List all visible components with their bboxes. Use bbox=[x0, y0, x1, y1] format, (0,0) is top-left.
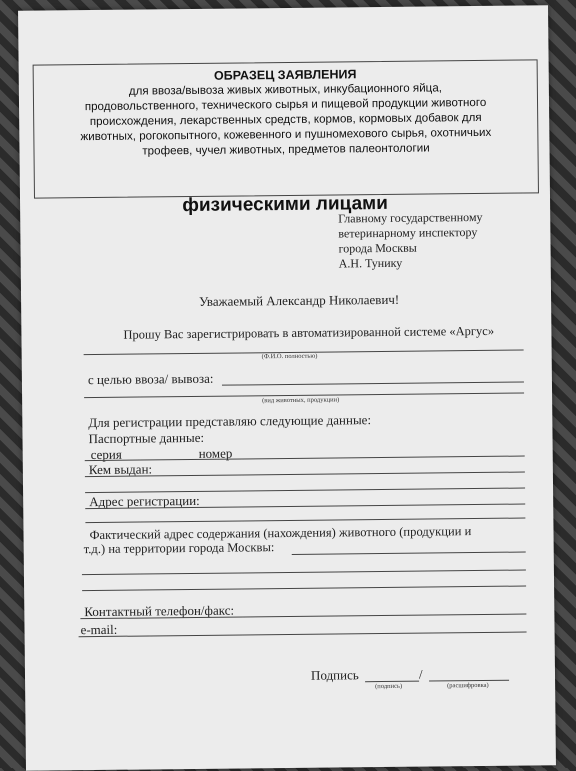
addressee-line-3: города Москвы bbox=[338, 240, 417, 256]
actual-address-line-1: Фактический адрес содержания (нахождения) животного (продукции и bbox=[89, 524, 472, 543]
signature-separator: / bbox=[418, 666, 423, 682]
series-label: серия bbox=[90, 446, 122, 463]
email-label: e-mail: bbox=[80, 621, 118, 638]
reg-address-field-2[interactable] bbox=[85, 518, 525, 524]
purpose-hint: (вид животных, продукции) bbox=[262, 396, 340, 405]
header-line-2: продовольственного, технического сырья и пищевой продукции животного bbox=[84, 95, 487, 114]
number-label: номер bbox=[198, 445, 233, 461]
decode-hint: (расшифровка) bbox=[447, 681, 489, 690]
purpose-field[interactable] bbox=[222, 382, 524, 386]
application-form bbox=[18, 5, 556, 771]
issued-field-2[interactable] bbox=[85, 488, 525, 494]
header-line-4: животных, рогокопытного, кожевенного и пушномехового сырья, охотничьих bbox=[80, 125, 492, 144]
signature-hint: (подпись) bbox=[375, 682, 403, 691]
addressee-line-4: А.Н. Тунику bbox=[338, 255, 403, 271]
actual-address-line-2: т.д.) на территории города Москвы: bbox=[83, 540, 275, 557]
passport-field[interactable] bbox=[85, 456, 525, 462]
reg-address-label: Адрес регистрации: bbox=[89, 492, 200, 510]
phone-label: Контактный телефон/факс: bbox=[84, 602, 235, 620]
form-title: ОБРАЗЕЦ ЗАЯВЛЕНИЯ bbox=[213, 67, 357, 83]
header-line-3: происхождения, лекарственных средств, кормов, кормовых добавок для bbox=[89, 110, 482, 129]
actual-address-field-3[interactable] bbox=[82, 586, 526, 592]
addressee-line-2: ветеринарному инспектору bbox=[338, 224, 478, 241]
header-box bbox=[33, 59, 539, 198]
signature-label: Подпись bbox=[310, 667, 359, 683]
fio-hint: (Ф.И.О. полностью) bbox=[261, 352, 318, 361]
actual-address-field[interactable] bbox=[292, 552, 526, 555]
registration-intro: Для регистрации представляю следующие данные: bbox=[88, 412, 372, 431]
issued-label: Кем выдан: bbox=[88, 461, 153, 478]
purpose-label: с целью ввоза/ вывоза: bbox=[87, 370, 214, 388]
greeting: Уважаемый Александр Николаевич! bbox=[199, 291, 400, 309]
actual-address-field-2[interactable] bbox=[82, 570, 526, 576]
header-line-1: для ввоза/вывоза живых животных, инкубационного яйца, bbox=[128, 81, 443, 98]
addressee-line-1: Главному государственному bbox=[338, 209, 483, 226]
addressee-block bbox=[338, 210, 483, 272]
passport-label: Паспортные данные: bbox=[88, 429, 205, 447]
request-text: Прошу Вас зарегистрировать в автоматизированной системе «Аргус» bbox=[123, 323, 495, 342]
form-subtitle: физическими лицами bbox=[182, 192, 388, 217]
email-field[interactable] bbox=[79, 632, 527, 638]
header-line-5: трофеев, чучел животных, предметов палеонтологии bbox=[142, 141, 430, 158]
